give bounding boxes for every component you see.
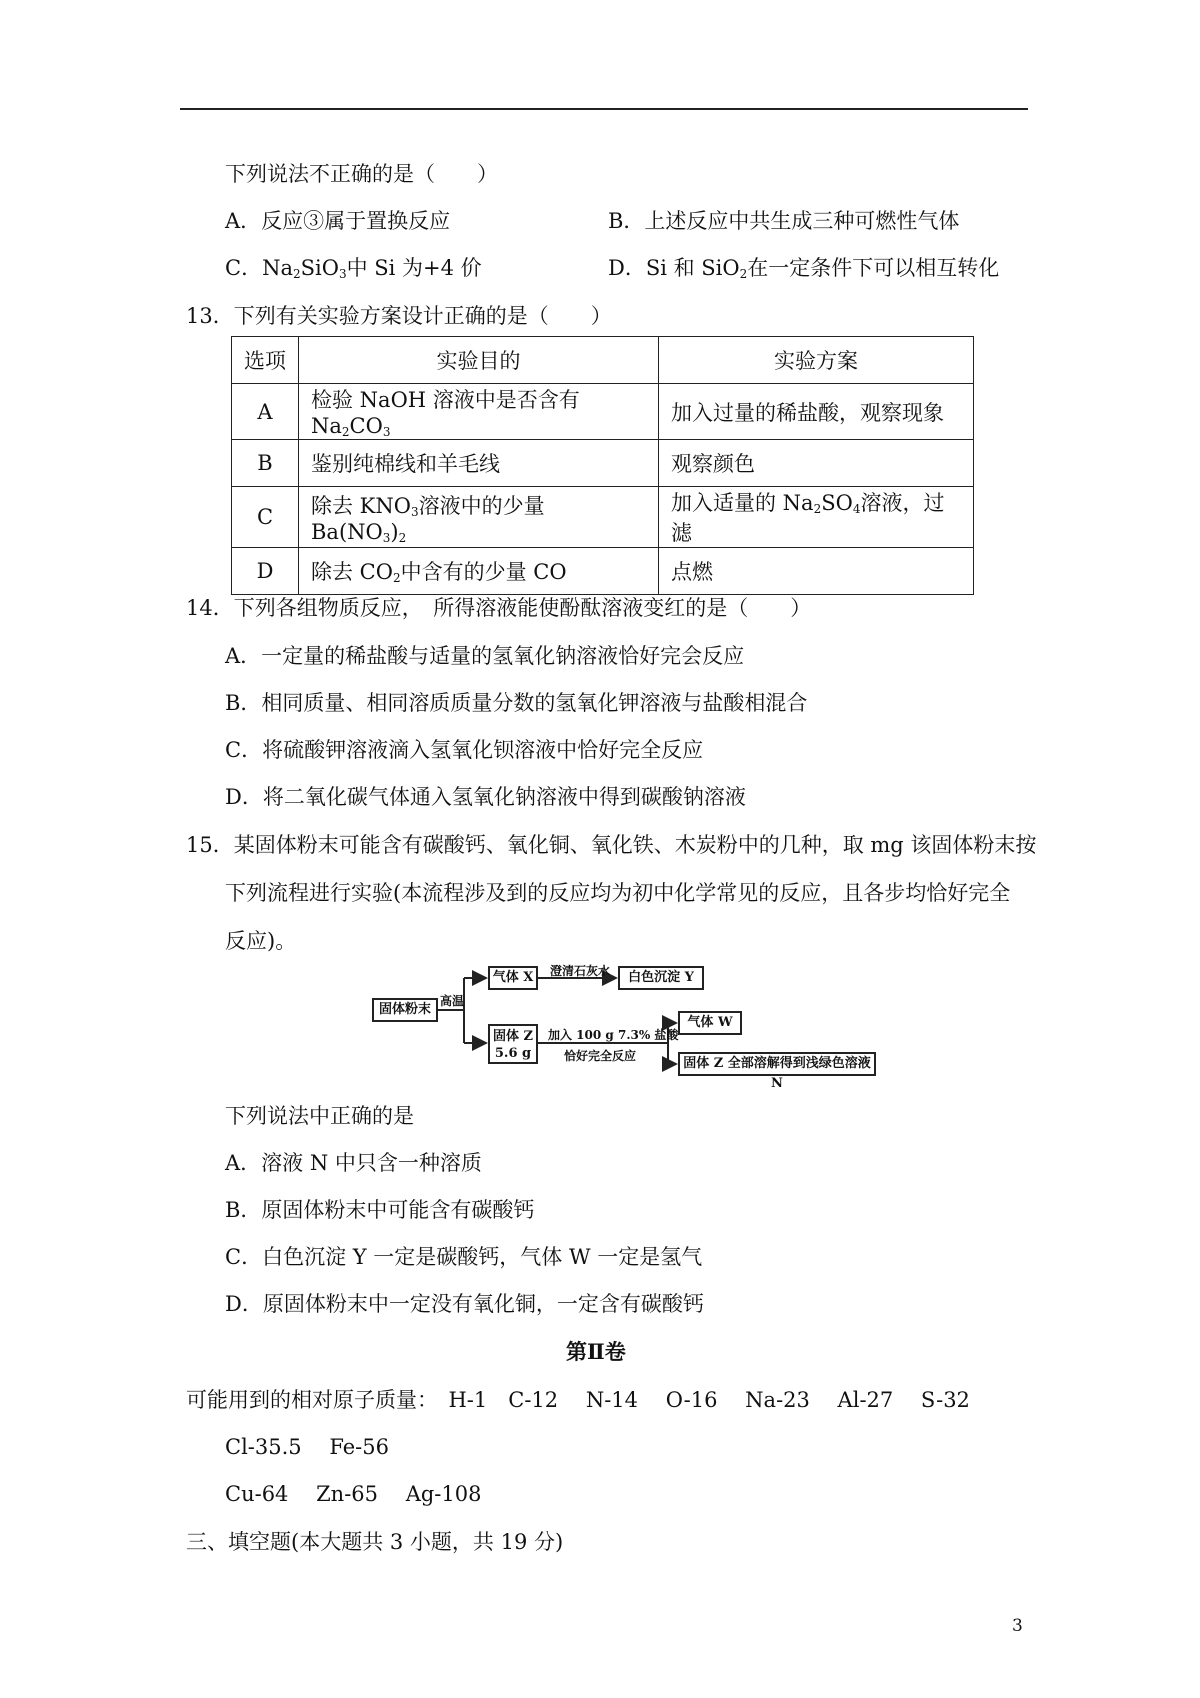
table-cell-option: B xyxy=(232,440,299,487)
table-row xyxy=(232,384,974,440)
table-row xyxy=(232,548,974,595)
table-cell-aim: 检验 NaOH 溶液中是否含有 $Na_2CO_3$ xyxy=(299,384,659,440)
q13-stem: 13．下列有关实验方案设计正确的是（ ） xyxy=(186,304,612,328)
header-rule xyxy=(180,108,1028,110)
q15-option-b: B．原固体粉末中可能含有碳酸钙 xyxy=(225,1198,535,1222)
table-cell-plan: 观察颜色 xyxy=(659,440,974,487)
q15-stem-line1: 15．某固体粉末可能含有碳酸钙、氧化铜、氧化铁、木炭粉中的几种，取 mg 该固体粉末按 xyxy=(186,833,1037,857)
flow-label-add-acid: 加入 100 g 7.3% 盐酸 xyxy=(548,1028,679,1042)
q14-option-d: D．将二氧化碳气体通入氢氧化钠溶液中得到碳酸钠溶液 xyxy=(225,785,746,809)
table-cell-option: D xyxy=(232,548,299,595)
section3-heading: 三、填空题(本大题共 3 小题，共 19 分) xyxy=(186,1530,564,1554)
q15-stem-line2: 下列流程进行实验(本流程涉及到的反应均为初中化学常见的反应，且各步均恰好完全 xyxy=(225,881,1011,905)
table-cell-aim: 除去 $KNO_3$溶液中的少量 $Ba(NO_3)_2$ xyxy=(299,487,659,548)
atomic-masses-line2: Cl-35.5 Fe-56 xyxy=(225,1435,389,1459)
table-cell-option: A xyxy=(232,384,299,440)
q15-stem-line3: 反应)。 xyxy=(225,929,297,953)
q12-stem: 下列说法不正确的是（ ） xyxy=(225,162,498,186)
table-header-cell: 实验目的 xyxy=(299,337,659,384)
table-header-cell: 实验方案 xyxy=(659,337,974,384)
flow-box-solution-n: 固体 Z 全部溶解得到浅绿色溶液 N xyxy=(678,1052,876,1076)
q14-option-c: C．将硫酸钾溶液滴入氢氧化钡溶液中恰好完全反应 xyxy=(225,738,704,762)
table-cell-aim: 除去 $CO_2$中含有的少量 CO xyxy=(299,548,659,595)
flow-label-limewater: 澄清石灰水 xyxy=(550,964,611,978)
flow-label-high-temp: 高温 xyxy=(440,994,465,1008)
flow-box-precipitate-y: 白色沉淀 Y xyxy=(618,966,704,990)
table-cell-plan: 加入过量的稀盐酸，观察现象 xyxy=(659,384,974,440)
table-row xyxy=(232,487,974,548)
table-cell-plan: 加入适量的 $Na_2SO_4$溶液，过滤 xyxy=(659,487,974,548)
q12-option-d: D．Si 和 SiO$_2$在一定条件下可以相互转化 xyxy=(608,256,1000,281)
q12-option-c: C．$Na_2SiO_3$中 Si 为+4 价 xyxy=(225,256,482,281)
q15-option-d: D．原固体粉末中一定没有氧化铜，一定含有碳酸钙 xyxy=(225,1292,704,1316)
q15-option-c: C．白色沉淀 Y 一定是碳酸钙，气体 W 一定是氢气 xyxy=(225,1245,703,1269)
flow-box-solid-powder: 固体粉末 xyxy=(372,998,438,1022)
q14-option-a: A．一定量的稀盐酸与适量的氢氧化钠溶液恰好完会反应 xyxy=(225,644,745,668)
q14-stem: 14．下列各组物质反应， 所得溶液能使酚酞溶液变红的是（ ） xyxy=(186,596,812,620)
q15-sub-stem: 下列说法中正确的是 xyxy=(225,1104,414,1128)
flow-box-gas-w: 气体 W xyxy=(678,1011,742,1035)
table-cell-option: C xyxy=(232,487,299,548)
table-row xyxy=(232,440,974,487)
atomic-masses-line1: 可能用到的相对原子质量： H-1 C-12 N-14 O-16 Na-23 Al-27 S-32 xyxy=(186,1388,970,1412)
table-cell-aim: 鉴别纯棉线和羊毛线 xyxy=(299,440,659,487)
flow-box-solid-z: 固体 Z 5.6 g xyxy=(488,1024,538,1064)
flow-label-exact-reaction: 恰好完全反应 xyxy=(564,1049,637,1063)
page-number: 3 xyxy=(1012,1616,1023,1636)
table-header-row xyxy=(232,337,974,384)
atomic-masses-line3: Cu-64 Zn-65 Ag-108 xyxy=(225,1482,482,1506)
q12-option-b: B．上述反应中共生成三种可燃性气体 xyxy=(608,209,960,233)
q14-option-b: B．相同质量、相同溶质质量分数的氢氧化钾溶液与盐酸相混合 xyxy=(225,691,808,715)
table-cell-plan: 点燃 xyxy=(659,548,974,595)
part2-title: 第Ⅱ卷 xyxy=(566,1339,626,1364)
table-header-cell: 选项 xyxy=(232,337,299,384)
flow-box-gas-x: 气体 X xyxy=(488,966,538,990)
q13-table xyxy=(231,336,974,595)
q15-option-a: A．溶液 N 中只含一种溶质 xyxy=(225,1151,482,1175)
q12-option-a: A．反应③属于置换反应 xyxy=(225,209,451,233)
